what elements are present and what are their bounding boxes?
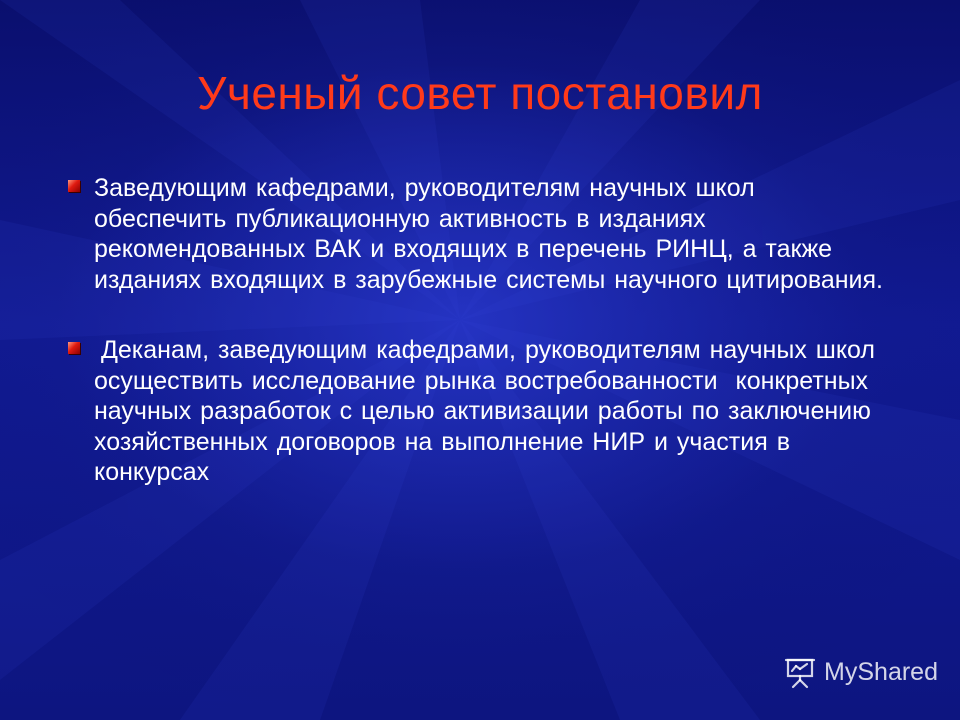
slide-title: Ученый совет постановил [197, 67, 763, 119]
bullet-square-icon [68, 180, 80, 192]
presentation-board-icon [782, 654, 818, 690]
bullet-text: Деканам, заведующим кафедрами, руководителям научных школ осуществить исследование рынка востребованности конкретных научных разработок с целью активизации работы по заключению хозяйственных договоров на выполнение НИР и участия в конкурсах [94, 336, 893, 486]
bullet-text: Заведующим кафедрами, руководителям научных школ обеспечить публикационную активность в изданиях рекомендованных ВАК и входящих в перечень РИНЦ, а также изданиях входящих в зарубежные системы научного цитирования. [94, 174, 883, 294]
bullet-item-market-research [68, 335, 893, 488]
watermark-text: MyShared [824, 657, 938, 686]
watermark-logo [782, 654, 938, 690]
bullet-list [68, 173, 893, 488]
bullet-item-publications [68, 173, 888, 295]
bullet-square-icon [68, 342, 80, 354]
